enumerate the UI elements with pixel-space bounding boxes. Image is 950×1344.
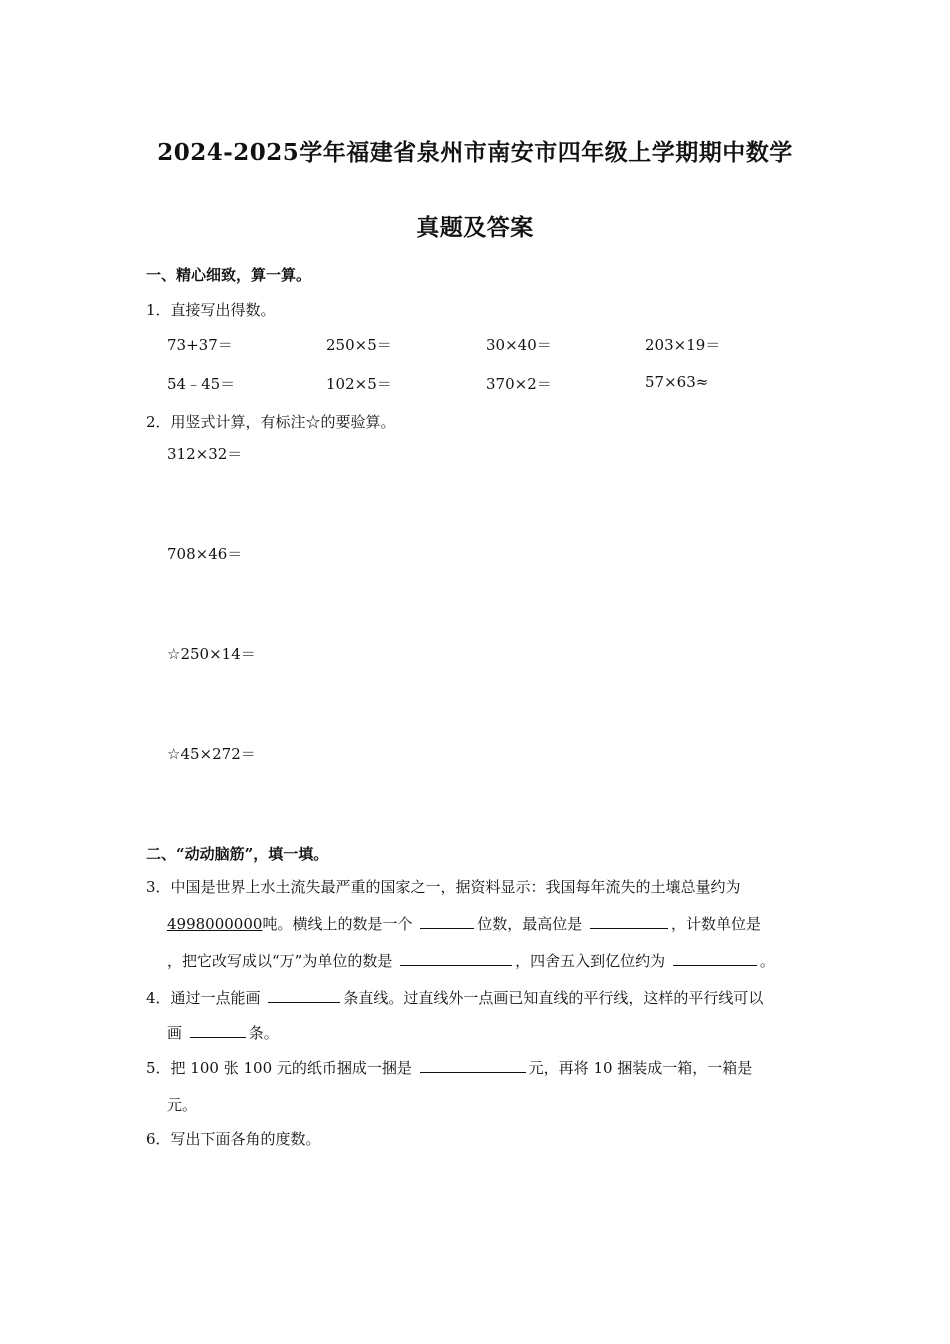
answer-blank[interactable]: [400, 951, 512, 966]
q3-line3: ，把它改写成以“万”为单位的数是 ，四舍五入到亿位约为 。: [167, 952, 775, 970]
q3-line1: 3．中国是世界上水土流失最严重的国家之一，据资料显示：我国每年流失的土壤总量约为: [146, 878, 741, 896]
q2-label: 2．用竖式计算，有标注☆的要验算。: [146, 413, 396, 431]
answer-blank[interactable]: [673, 951, 757, 966]
page-title: 2024-2025学年福建省泉州市南安市四年级上学期期中数学: [157, 139, 793, 166]
q1-label: 1．直接写出得数。: [146, 301, 276, 319]
section1-heading: 一、精心细致，算一算。: [146, 266, 312, 284]
q2-item: ☆250×14＝: [167, 645, 256, 663]
q2-item: 708×46＝: [167, 545, 243, 563]
q1-item: 203×19＝: [645, 336, 721, 354]
answer-blank[interactable]: [268, 988, 340, 1003]
answer-blank[interactable]: [420, 1058, 526, 1073]
answer-blank[interactable]: [420, 914, 474, 929]
underlined-number: 4998000000: [167, 915, 263, 933]
q1-item: 57×63≈: [645, 373, 709, 391]
q1-item: 30×40＝: [486, 336, 552, 354]
q1-item: 370×2＝: [486, 375, 552, 393]
q6-label: 6．写出下面各角的度数。: [146, 1130, 321, 1148]
q2-item: 312×32＝: [167, 445, 243, 463]
q3-line2: 4998000000吨。横线上的数是一个 位数，最高位是 ，计数单位是: [167, 915, 762, 933]
q4-line2: 画 条。: [167, 1024, 279, 1042]
q2-item: ☆45×272＝: [167, 745, 256, 763]
q1-item: 73+37＝: [167, 336, 233, 354]
q1-item: 250×5＝: [326, 336, 392, 354]
q1-item: 102×5＝: [326, 375, 392, 393]
q1-item: 54﹣45＝: [167, 375, 236, 393]
page-subtitle: 真题及答案: [416, 214, 534, 241]
section2-heading: 二、“动动脑筋”，填一填。: [146, 845, 329, 863]
q5-line1: 5．把 100 张 100 元的纸币捆成一捆是 元，再将 10 捆装成一箱，一箱是: [146, 1059, 753, 1077]
q5-line2: 元。: [167, 1096, 198, 1114]
q4-line1: 4．通过一点能画 条直线。过直线外一点画已知直线的平行线，这样的平行线可以: [146, 989, 764, 1007]
answer-blank[interactable]: [590, 914, 668, 929]
answer-blank[interactable]: [190, 1023, 246, 1038]
